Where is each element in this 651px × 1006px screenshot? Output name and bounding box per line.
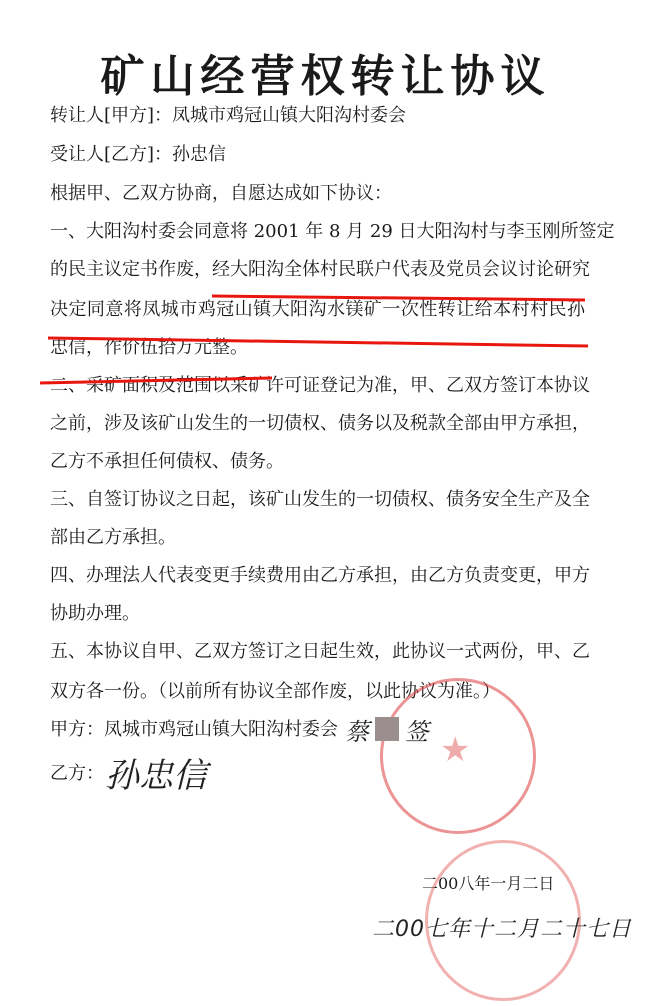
clause-5-line-2: 双方各一份。（以前所有协议全部作废，以此协议为准。） xyxy=(50,681,500,702)
handwritten-date: 二00七年十二月二十七日 xyxy=(372,917,632,942)
clause-1-line-3: 决定同意将凤城市鸡冠山镇大阳沟水镁矿一次性转让给本村村民孙 xyxy=(50,299,585,320)
transferee-line: 受让人[乙方]：孙忠信 xyxy=(50,144,227,165)
clause-1-line-1: 一、大阳沟村委会同意将 2001 年 8 月 29 日大阳沟村与李玉刚所签定 xyxy=(50,221,615,242)
stamp-star-icon: ★ xyxy=(440,730,471,770)
clause-4-line-1: 四、办理法人代表变更手续费用由乙方承担，由乙方负责变更，甲方 xyxy=(50,565,590,586)
clause-3-line-2: 部由乙方承担。 xyxy=(50,527,176,548)
document-title: 矿山经营权转让协议 xyxy=(100,51,551,102)
party-a-signature: 蔡 签 xyxy=(345,718,443,746)
intro-line: 根据甲、乙双方协商，自愿达成如下协议： xyxy=(50,183,392,204)
transferor-line: 转让人[甲方]：凤城市鸡冠山镇大阳沟村委会 xyxy=(50,105,407,126)
clause-5-line-1: 五、本协议自甲、乙双方签订之日起生效，此协议一式两份，甲、乙 xyxy=(50,641,590,662)
party-b-signature: 孙忠信 xyxy=(105,756,207,796)
clause-2-line-2: 之前，涉及该矿山发生的一切债权、债务以及税款全部由甲方承担， xyxy=(50,413,590,434)
party-a-line: 甲方：凤城市鸡冠山镇大阳沟村委会 xyxy=(50,719,338,740)
clause-1-line-4: 忠信，作价伍拾万元整。 xyxy=(50,337,248,358)
clause-2-line-3: 乙方不承担任何债权、债务。 xyxy=(50,451,284,472)
printed-date: 二00八年一月二日 xyxy=(422,874,555,893)
clause-2-line-1: 二、采矿面积及范围以采矿许可证登记为准，甲、乙双方签订本协议 xyxy=(50,375,590,396)
clause-4-line-2: 协助办理。 xyxy=(50,603,140,624)
party-b-line: 乙方： xyxy=(50,763,104,784)
clause-1-line-2: 的民主议定书作废，经大阳沟全体村民联户代表及党员会议讨论研究 xyxy=(50,259,590,280)
clause-3-line-1: 三、自签订协议之日起，该矿山发生的一切债权、债务安全生产及全 xyxy=(50,489,590,510)
